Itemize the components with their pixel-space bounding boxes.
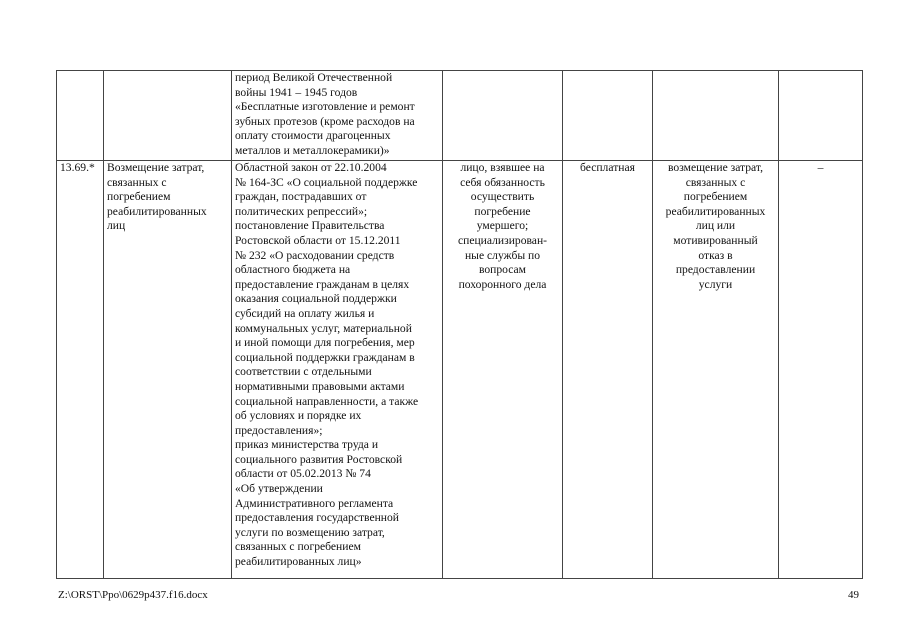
text-line: лиц xyxy=(107,219,126,233)
text-line: Возмещение затрат, xyxy=(107,161,205,174)
text-line: мотивированный xyxy=(673,233,758,247)
cell-legal-basis xyxy=(232,71,443,161)
table-body xyxy=(57,71,863,579)
text-line: политических репрессий»; xyxy=(235,204,368,218)
text-line: возмещение затрат, xyxy=(668,161,763,174)
text-line: услуги xyxy=(698,277,733,291)
text-line: оплату стоимости драгоценных xyxy=(235,129,391,143)
cell-extra xyxy=(779,71,863,161)
text-line: и иной помощи для погребения, мер xyxy=(235,336,415,350)
text-line: осуществить xyxy=(470,190,535,204)
text-line: связанных с погребением xyxy=(235,540,361,554)
text-line: зубных протезов (кроме расходов на xyxy=(235,114,415,128)
text-line: похоронного дела xyxy=(458,277,547,291)
text-line: социальной направленности, а также xyxy=(235,394,419,408)
text-line: предоставление гражданам в целях xyxy=(235,277,410,291)
cell-applicant xyxy=(443,161,563,579)
text-line: вопросам xyxy=(478,263,527,277)
cell-result xyxy=(653,71,779,161)
text-line: погребением xyxy=(683,190,748,204)
text-line: № 164-ЗС «О социальной поддержке xyxy=(235,175,418,189)
table-row xyxy=(57,161,863,579)
text-line: постановление Правительства xyxy=(235,219,385,233)
cell-number xyxy=(57,71,104,161)
document-file-path: Z:\ORST\Ppo\0629p437.f16.docx xyxy=(58,589,208,601)
text-line: период Великой Отечественной xyxy=(235,71,393,84)
text-line: предоставлении xyxy=(675,263,756,277)
cell-cost: бесплатная xyxy=(563,161,653,579)
text-line: № 232 «О расходовании средств xyxy=(235,248,395,262)
text-line: реабилитированных xyxy=(665,204,766,218)
text-line: связанных с xyxy=(685,175,746,189)
cell-number: 13.69.* xyxy=(57,161,104,579)
cell-extra: – xyxy=(779,161,863,579)
cell-legal-basis xyxy=(232,161,443,579)
text-line: оказания социальной поддержки xyxy=(235,292,397,306)
text-line: металлов и металлокерамики)» xyxy=(235,143,390,157)
text-line: предоставления государственной xyxy=(235,511,399,525)
text-line: Ростовской области от 15.12.2011 xyxy=(235,233,401,247)
cell-service-name xyxy=(104,161,232,579)
text-line: нормативными правовыми актами xyxy=(235,379,405,393)
text-line: лиц или xyxy=(695,219,736,233)
text-line: войны 1941 – 1945 годов xyxy=(235,85,358,99)
text-line: услуги по возмещению затрат, xyxy=(235,525,385,539)
text-line: об условиях и порядке их xyxy=(235,409,362,423)
text-line: погребением xyxy=(107,190,171,204)
text-line: лицо, взявшее на xyxy=(460,161,545,174)
text-line: отказ в xyxy=(698,248,733,262)
text-line: реабилитированных лиц» xyxy=(235,555,362,569)
page-number: 49 xyxy=(848,589,859,601)
text-line: специализирован- xyxy=(457,233,548,247)
text-line: приказ министерства труда и xyxy=(235,438,379,452)
text-line: социального развития Ростовской xyxy=(235,452,403,466)
text-line: связанных с xyxy=(107,175,167,189)
text-line: коммунальных услуг, материальной xyxy=(235,321,412,335)
text-line: предоставления»; xyxy=(235,423,323,437)
text-line: умершего; xyxy=(476,219,529,233)
text-line: области от 05.02.2013 № 74 xyxy=(235,467,371,481)
text-line: субсидий на оплату жилья и xyxy=(235,306,375,320)
text-line: областного бюджета на xyxy=(235,263,351,277)
text-line: «Бесплатные изготовление и ремонт xyxy=(235,100,415,114)
text-line: Областной закон от 22.10.2004 xyxy=(235,161,387,174)
text-line: погребение xyxy=(474,204,531,218)
text-line: соответствии с отдельными xyxy=(235,365,372,379)
text-line: социальной поддержки гражданам в xyxy=(235,350,415,364)
cell-applicant xyxy=(443,71,563,161)
text-line: Административного регламента xyxy=(235,496,394,510)
cell-service-name xyxy=(104,71,232,161)
text-line: реабилитированных xyxy=(107,204,207,218)
cell-cost xyxy=(563,71,653,161)
text-line: себя обязанность xyxy=(460,175,545,189)
text-line: граждан, пострадавших от xyxy=(235,190,367,204)
text-line: «Об утверждении xyxy=(235,482,323,496)
table-row xyxy=(57,71,863,161)
services-table xyxy=(56,70,863,579)
cell-result xyxy=(653,161,779,579)
text-line: ные службы по xyxy=(464,248,541,262)
